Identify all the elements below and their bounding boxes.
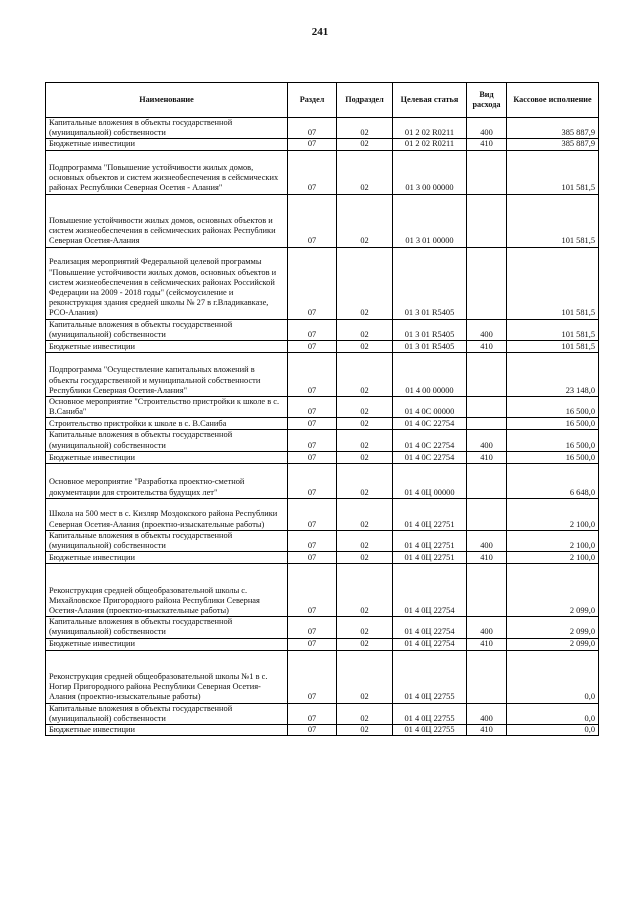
cell-sum: 2 100,0 bbox=[507, 498, 599, 530]
page-number: 241 bbox=[311, 26, 329, 38]
cell-podrazdel: 02 bbox=[337, 397, 393, 418]
cell-podrazdel: 02 bbox=[337, 194, 393, 247]
table-row bbox=[46, 451, 599, 463]
cell-target: 01 4 0Ц 22754 bbox=[393, 564, 467, 617]
cell-podrazdel: 02 bbox=[337, 725, 393, 736]
cell-name: Реализация мероприятий Федеральной целевой программы "Повышение устойчивости жилых домов, основных объектов и систем жизнеобеспечения в сейсмических районах Российской Федерации на 2009 - 2018 годы" (сейсмоусиление и реконструкция здания средней школы № 27 в г.Владикавказе, РСО-Алания) bbox=[46, 247, 288, 319]
table-row bbox=[46, 463, 599, 498]
budget-table bbox=[45, 82, 599, 736]
header-name: Наименование bbox=[46, 83, 288, 118]
table-row bbox=[46, 118, 599, 139]
cell-podrazdel: 02 bbox=[337, 341, 393, 353]
cell-vid: 400 bbox=[467, 703, 507, 724]
cell-target: 01 4 0Ц 00000 bbox=[393, 463, 467, 498]
cell-target: 01 4 0Ц 22754 bbox=[393, 638, 467, 650]
cell-name: Подпрограмма "Осуществление капитальных вложений в объекты государственной и муниципальной собственности Республики Северная Осетия-Алания" bbox=[46, 353, 288, 397]
cell-target: 01 4 0Ц 22755 bbox=[393, 725, 467, 736]
table-row bbox=[46, 418, 599, 430]
table-header-row bbox=[46, 83, 599, 118]
cell-razdel: 07 bbox=[288, 353, 337, 397]
cell-name: Капитальные вложения в объекты государственной (муниципальной) собственности bbox=[46, 430, 288, 451]
header-podrazdel: Подраздел bbox=[337, 83, 393, 118]
cell-sum: 16 500,0 bbox=[507, 418, 599, 430]
cell-razdel: 07 bbox=[288, 430, 337, 451]
cell-razdel: 07 bbox=[288, 498, 337, 530]
cell-target: 01 4 00 00000 bbox=[393, 353, 467, 397]
cell-sum: 16 500,0 bbox=[507, 451, 599, 463]
cell-razdel: 07 bbox=[288, 725, 337, 736]
cell-vid: 410 bbox=[467, 638, 507, 650]
cell-vid: 400 bbox=[467, 617, 507, 638]
cell-podrazdel: 02 bbox=[337, 617, 393, 638]
cell-podrazdel: 02 bbox=[337, 703, 393, 724]
cell-target: 01 4 0Ц 22755 bbox=[393, 650, 467, 703]
cell-razdel: 07 bbox=[288, 463, 337, 498]
cell-target: 01 3 01 R5405 bbox=[393, 247, 467, 319]
cell-sum: 16 500,0 bbox=[507, 397, 599, 418]
cell-vid bbox=[467, 650, 507, 703]
cell-sum: 2 100,0 bbox=[507, 552, 599, 564]
cell-sum: 16 500,0 bbox=[507, 430, 599, 451]
cell-vid: 410 bbox=[467, 552, 507, 564]
cell-podrazdel: 02 bbox=[337, 247, 393, 319]
cell-sum: 101 581,5 bbox=[507, 150, 599, 194]
cell-sum: 0,0 bbox=[507, 703, 599, 724]
cell-vid bbox=[467, 498, 507, 530]
cell-sum: 0,0 bbox=[507, 725, 599, 736]
cell-sum: 2 099,0 bbox=[507, 617, 599, 638]
cell-target: 01 3 00 00000 bbox=[393, 150, 467, 194]
cell-razdel: 07 bbox=[288, 118, 337, 139]
cell-sum: 385 887,9 bbox=[507, 118, 599, 139]
cell-target: 01 2 02 R0211 bbox=[393, 118, 467, 139]
cell-podrazdel: 02 bbox=[337, 552, 393, 564]
table-row bbox=[46, 564, 599, 617]
cell-name: Строительство пристройки к школе в с. В.Саниба bbox=[46, 418, 288, 430]
header-sum: Кассовое исполнение bbox=[507, 83, 599, 118]
table-row bbox=[46, 530, 599, 551]
cell-razdel: 07 bbox=[288, 530, 337, 551]
cell-target: 01 4 0Ц 22755 bbox=[393, 703, 467, 724]
table-row bbox=[46, 725, 599, 736]
table-row bbox=[46, 319, 599, 340]
cell-target: 01 3 01 R5405 bbox=[393, 319, 467, 340]
cell-name: Основное мероприятие "Строительство пристройки к школе в с. В.Саниба" bbox=[46, 397, 288, 418]
cell-podrazdel: 02 bbox=[337, 451, 393, 463]
cell-name: Бюджетные инвестиции bbox=[46, 341, 288, 353]
cell-vid: 410 bbox=[467, 139, 507, 150]
cell-target: 01 4 0С 00000 bbox=[393, 397, 467, 418]
table-row bbox=[46, 397, 599, 418]
cell-target: 01 4 0С 22754 bbox=[393, 451, 467, 463]
cell-razdel: 07 bbox=[288, 451, 337, 463]
cell-razdel: 07 bbox=[288, 650, 337, 703]
cell-razdel: 07 bbox=[288, 564, 337, 617]
table-row bbox=[46, 247, 599, 319]
cell-target: 01 3 01 R5405 bbox=[393, 341, 467, 353]
table-row bbox=[46, 650, 599, 703]
cell-name: Капитальные вложения в объекты государственной (муниципальной) собственности bbox=[46, 703, 288, 724]
cell-vid bbox=[467, 353, 507, 397]
header-vid: Вид расхода bbox=[467, 83, 507, 118]
cell-razdel: 07 bbox=[288, 418, 337, 430]
cell-name: Школа на 500 мест в с. Кизляр Моздокского района Республики Северная Осетия-Алания (проектно-изыскательные работы) bbox=[46, 498, 288, 530]
cell-vid bbox=[467, 564, 507, 617]
cell-podrazdel: 02 bbox=[337, 530, 393, 551]
cell-razdel: 07 bbox=[288, 552, 337, 564]
cell-vid bbox=[467, 418, 507, 430]
cell-target: 01 4 0Ц 22751 bbox=[393, 552, 467, 564]
cell-name: Реконструкция средней общеобразовательной школы №1 в с. Ногир Пригородного района Республики Северная Осетия-Алания (проектно-изыскательные работы) bbox=[46, 650, 288, 703]
cell-sum: 385 887,9 bbox=[507, 139, 599, 150]
cell-sum: 101 581,5 bbox=[507, 341, 599, 353]
cell-vid bbox=[467, 194, 507, 247]
cell-sum: 6 648,0 bbox=[507, 463, 599, 498]
cell-podrazdel: 02 bbox=[337, 498, 393, 530]
cell-razdel: 07 bbox=[288, 150, 337, 194]
cell-razdel: 07 bbox=[288, 194, 337, 247]
table-row bbox=[46, 150, 599, 194]
cell-podrazdel: 02 bbox=[337, 353, 393, 397]
cell-vid: 400 bbox=[467, 319, 507, 340]
table-row bbox=[46, 498, 599, 530]
table-row bbox=[46, 430, 599, 451]
cell-name: Капитальные вложения в объекты государственной (муниципальной) собственности bbox=[46, 617, 288, 638]
header-target: Целевая статья bbox=[393, 83, 467, 118]
cell-vid: 410 bbox=[467, 451, 507, 463]
table-row bbox=[46, 194, 599, 247]
cell-name: Основное мероприятие "Разработка проектно-сметной документации для строительства будущих лет" bbox=[46, 463, 288, 498]
cell-sum: 101 581,5 bbox=[507, 319, 599, 340]
cell-target: 01 4 0С 22754 bbox=[393, 430, 467, 451]
cell-podrazdel: 02 bbox=[337, 139, 393, 150]
cell-sum: 2 099,0 bbox=[507, 638, 599, 650]
cell-sum: 2 100,0 bbox=[507, 530, 599, 551]
cell-podrazdel: 02 bbox=[337, 638, 393, 650]
cell-podrazdel: 02 bbox=[337, 430, 393, 451]
cell-target: 01 4 0Ц 22751 bbox=[393, 530, 467, 551]
cell-razdel: 07 bbox=[288, 703, 337, 724]
cell-name: Бюджетные инвестиции bbox=[46, 725, 288, 736]
cell-razdel: 07 bbox=[288, 319, 337, 340]
cell-target: 01 4 0Ц 22751 bbox=[393, 498, 467, 530]
cell-vid: 400 bbox=[467, 430, 507, 451]
table-row bbox=[46, 617, 599, 638]
cell-razdel: 07 bbox=[288, 638, 337, 650]
cell-target: 01 3 01 00000 bbox=[393, 194, 467, 247]
cell-podrazdel: 02 bbox=[337, 118, 393, 139]
cell-vid: 400 bbox=[467, 118, 507, 139]
cell-podrazdel: 02 bbox=[337, 564, 393, 617]
table-row bbox=[46, 353, 599, 397]
header-razdel: Раздел bbox=[288, 83, 337, 118]
cell-razdel: 07 bbox=[288, 397, 337, 418]
table-row bbox=[46, 552, 599, 564]
cell-name: Бюджетные инвестиции bbox=[46, 451, 288, 463]
cell-vid bbox=[467, 397, 507, 418]
cell-vid bbox=[467, 150, 507, 194]
cell-target: 01 4 0С 22754 bbox=[393, 418, 467, 430]
cell-name: Бюджетные инвестиции bbox=[46, 552, 288, 564]
cell-name: Капитальные вложения в объекты государственной (муниципальной) собственности bbox=[46, 118, 288, 139]
cell-sum: 101 581,5 bbox=[507, 247, 599, 319]
cell-vid: 410 bbox=[467, 341, 507, 353]
cell-podrazdel: 02 bbox=[337, 418, 393, 430]
cell-razdel: 07 bbox=[288, 341, 337, 353]
cell-name: Бюджетные инвестиции bbox=[46, 638, 288, 650]
cell-target: 01 2 02 R0211 bbox=[393, 139, 467, 150]
cell-vid bbox=[467, 463, 507, 498]
cell-name: Подпрограмма "Повышение устойчивости жилых домов, основных объектов и систем жизнеобеспечения в сейсмических районах Республики Северная Осетия - Алания" bbox=[46, 150, 288, 194]
cell-name: Капитальные вложения в объекты государственной (муниципальной) собственности bbox=[46, 530, 288, 551]
cell-sum: 101 581,5 bbox=[507, 194, 599, 247]
cell-name: Бюджетные инвестиции bbox=[46, 139, 288, 150]
table-row bbox=[46, 139, 599, 150]
cell-name: Реконструкция средней общеобразовательной школы с. Михайловское Пригородного района Республики Северная Осетия-Алания (проектно-изыскательные работы) bbox=[46, 564, 288, 617]
cell-razdel: 07 bbox=[288, 139, 337, 150]
cell-podrazdel: 02 bbox=[337, 463, 393, 498]
table-row bbox=[46, 341, 599, 353]
cell-podrazdel: 02 bbox=[337, 150, 393, 194]
cell-podrazdel: 02 bbox=[337, 319, 393, 340]
cell-vid: 400 bbox=[467, 530, 507, 551]
table-row bbox=[46, 638, 599, 650]
cell-sum: 23 148,0 bbox=[507, 353, 599, 397]
cell-name: Капитальные вложения в объекты государственной (муниципальной) собственности bbox=[46, 319, 288, 340]
cell-vid: 410 bbox=[467, 725, 507, 736]
cell-sum: 0,0 bbox=[507, 650, 599, 703]
cell-sum: 2 099,0 bbox=[507, 564, 599, 617]
cell-vid bbox=[467, 247, 507, 319]
cell-name: Повышение устойчивости жилых домов, основных объектов и систем жизнеобеспечения в сейсмических районах Республики Северная Осетия-Алания bbox=[46, 194, 288, 247]
cell-razdel: 07 bbox=[288, 617, 337, 638]
cell-razdel: 07 bbox=[288, 247, 337, 319]
cell-podrazdel: 02 bbox=[337, 650, 393, 703]
table-row bbox=[46, 703, 599, 724]
cell-target: 01 4 0Ц 22754 bbox=[393, 617, 467, 638]
